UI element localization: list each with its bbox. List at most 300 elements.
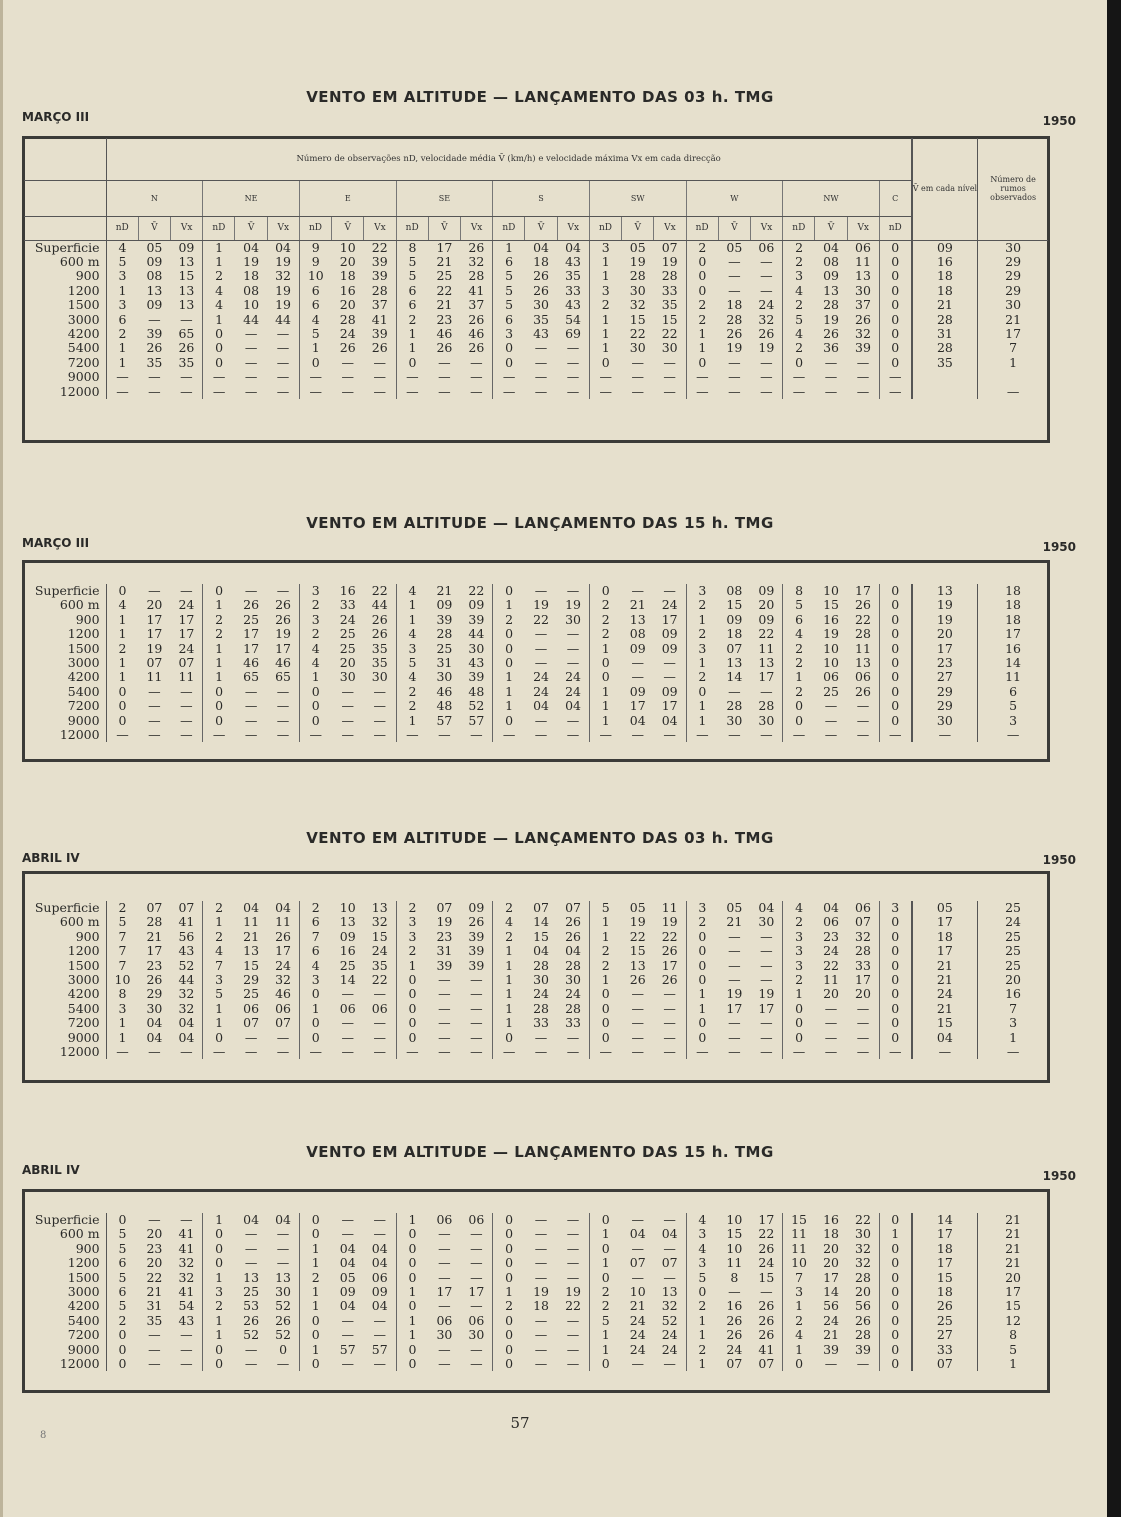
data-cell: — (373, 986, 386, 1002)
data-cell: 20 (339, 253, 356, 269)
subheader-nd: nD (686, 216, 718, 240)
data-cell: 28 (533, 1000, 549, 1016)
data-cell: 04 (565, 239, 581, 255)
data-cell: — (534, 340, 548, 356)
data-cell: 15 (661, 311, 678, 327)
rumos-cell: 18 (978, 598, 1048, 612)
subheader-nd: nD (493, 216, 525, 240)
data-cell: 21 (146, 1284, 163, 1300)
data-cell: 1 (299, 341, 331, 355)
data-cell: 2 (203, 930, 235, 944)
rumos-cell: 1 (978, 1357, 1048, 1371)
data-cell: 0 (589, 1002, 621, 1016)
data-cell: 65 (275, 669, 291, 685)
data-cell: 43 (468, 655, 485, 671)
data-cell: 24 (565, 986, 581, 1002)
data-cell: — (728, 943, 741, 959)
data-cell: 33 (339, 597, 356, 613)
month-label: MARÇO III (22, 110, 90, 124)
data-cell: 0 (279, 1341, 288, 1357)
data-cell: — (438, 1015, 451, 1031)
data-cell: — (534, 1269, 548, 1285)
data-cell: — (631, 1044, 644, 1060)
data-cell: 41 (178, 1240, 195, 1256)
data-cell: — (728, 1044, 741, 1060)
data-cell: — (373, 1029, 386, 1045)
v-nivel-cell: 20 (912, 627, 978, 641)
wind-table-grid (24, 873, 1048, 1059)
data-cell: — (438, 972, 451, 988)
data-cell: — (631, 1212, 644, 1227)
data-cell: 0 (686, 284, 718, 298)
data-cell: 26 (565, 928, 581, 944)
data-cell: 0 (686, 356, 718, 370)
rumos-cell: 17 (978, 1285, 1048, 1299)
data-cell: — (180, 369, 193, 385)
rumos-cell: — (978, 1045, 1048, 1059)
level-label: 900 (24, 269, 106, 283)
table-row (24, 313, 1048, 327)
data-cell: 0 (299, 1357, 331, 1371)
data-cell: — (760, 957, 773, 973)
data-cell: 29 (146, 986, 163, 1002)
data-cell: 46 (468, 325, 485, 341)
data-cell: 1 (686, 1328, 718, 1342)
data-cell: 2 (203, 901, 235, 915)
level-label: 12000 (24, 1357, 106, 1371)
data-cell: 30 (468, 640, 485, 656)
data-cell: — (686, 728, 718, 742)
data-cell: 4 (118, 239, 127, 255)
data-cell: 1 (203, 915, 235, 929)
data-cell: — (470, 1000, 483, 1016)
data-cell: 0 (493, 341, 525, 355)
data-cell: — (244, 369, 258, 385)
data-cell: 0 (879, 670, 911, 684)
data-cell: — (299, 370, 331, 384)
data-cell: 0 (879, 356, 911, 370)
data-cell: 0 (203, 1031, 235, 1045)
data-cell: 0 (203, 584, 235, 598)
data-cell: 3 (118, 1000, 127, 1016)
data-cell: 0 (879, 1285, 911, 1299)
data-cell: 0 (299, 1016, 331, 1030)
data-cell: — (116, 727, 129, 743)
data-cell: 21 (629, 597, 646, 613)
data-cell: 2 (783, 255, 815, 269)
data-cell: 2 (396, 699, 428, 713)
data-cell: — (438, 1356, 451, 1372)
data-cell: 04 (565, 698, 581, 714)
data-cell: 4 (396, 584, 428, 598)
v-nivel-cell: 21 (912, 959, 978, 973)
level-label: 1200 (24, 284, 106, 298)
data-cell: 24 (533, 986, 549, 1002)
table-row (24, 1002, 1048, 1016)
data-cell: 0 (589, 356, 621, 370)
data-cell: 13 (275, 1269, 291, 1285)
data-cell: 18 (726, 297, 743, 313)
data-cell: — (470, 972, 483, 988)
data-cell: — (276, 1029, 290, 1045)
data-cell: 41 (178, 1284, 195, 1300)
data-cell: — (438, 369, 451, 385)
data-cell: 0 (879, 944, 911, 958)
data-cell: — (631, 583, 644, 598)
data-cell: 52 (468, 698, 485, 714)
data-cell: — (534, 1356, 548, 1372)
data-cell: 25 (243, 611, 260, 627)
data-cell: — (276, 583, 290, 598)
data-cell: 04 (629, 1226, 646, 1242)
data-cell: 1 (686, 1357, 718, 1371)
data-cell: — (566, 1240, 580, 1256)
table-row (24, 284, 1048, 298)
data-cell: 17 (726, 1000, 743, 1016)
data-cell: — (534, 369, 548, 385)
table-row (24, 1299, 1048, 1313)
subheader-v: V̄ (815, 216, 847, 240)
data-cell: 24 (823, 1312, 839, 1328)
data-cell: — (493, 385, 525, 399)
level-label: 9000 (24, 370, 106, 384)
data-cell: 07 (726, 640, 743, 656)
level-label: 1200 (24, 944, 106, 958)
data-cell: 13 (629, 611, 646, 627)
data-cell: 0 (203, 1357, 235, 1371)
wind-table (22, 136, 1050, 443)
data-cell: — (341, 683, 354, 699)
data-cell: 17 (661, 611, 678, 627)
v-nivel-cell: — (912, 1045, 978, 1059)
data-cell: — (244, 1356, 258, 1372)
data-cell: — (760, 282, 773, 298)
data-cell: 0 (396, 1227, 428, 1241)
data-cell: 0 (118, 583, 127, 598)
data-cell: — (341, 1044, 354, 1060)
level-label: Superficie (24, 1213, 106, 1227)
data-cell: — (470, 1269, 483, 1285)
data-cell: — (534, 640, 548, 656)
data-cell: 22 (758, 626, 775, 642)
rumos-cell: 16 (978, 642, 1048, 656)
data-cell: 30 (436, 669, 453, 685)
data-cell: 0 (299, 1227, 331, 1241)
data-cell: 1 (299, 1299, 331, 1313)
data-cell: 1 (203, 240, 235, 255)
data-cell: 35 (146, 1312, 163, 1328)
data-cell: 0 (493, 1031, 525, 1045)
data-cell: 0 (879, 584, 911, 598)
data-cell: 0 (589, 656, 621, 670)
data-cell: 28 (855, 1327, 871, 1343)
v-nivel-cell: 05 (912, 901, 978, 915)
data-cell: — (566, 354, 580, 370)
data-cell: 18 (243, 268, 260, 284)
data-cell: — (728, 383, 741, 399)
data-cell: 1 (203, 1016, 235, 1030)
data-cell: — (180, 1341, 193, 1357)
data-cell: 07 (855, 914, 871, 930)
data-cell: — (824, 383, 838, 399)
data-cell: 4 (783, 1328, 815, 1342)
v-nivel-cell: 19 (912, 598, 978, 612)
data-cell: 09 (146, 253, 163, 269)
data-cell: 21 (436, 253, 453, 269)
table-row (24, 656, 1048, 670)
data-cell: 21 (629, 1298, 646, 1314)
data-cell: — (566, 712, 580, 728)
data-cell: 32 (178, 1255, 195, 1271)
data-cell: — (631, 669, 644, 685)
data-cell: 0 (203, 1227, 235, 1241)
data-cell: 19 (661, 914, 678, 930)
data-cell: 5 (118, 1269, 127, 1285)
data-cell: 25 (436, 640, 453, 656)
data-cell: 32 (758, 311, 775, 327)
data-cell: — (728, 957, 741, 973)
data-cell: 19 (565, 597, 581, 613)
data-cell: 11 (146, 669, 163, 685)
data-cell: 7 (299, 930, 331, 944)
data-cell: — (493, 370, 525, 384)
data-cell: 20 (823, 1240, 839, 1256)
data-cell: 10 (114, 972, 131, 988)
data-cell: 0 (879, 1016, 911, 1030)
data-cell: — (438, 1269, 451, 1285)
data-cell: — (534, 712, 548, 728)
data-cell: 05 (629, 239, 646, 255)
data-cell: 31 (436, 655, 453, 671)
data-cell: — (470, 1356, 483, 1372)
data-cell: 17 (629, 698, 646, 714)
data-cell: — (534, 1044, 548, 1060)
data-cell: 2 (686, 670, 718, 684)
data-cell: 04 (275, 900, 291, 915)
data-cell: 13 (178, 297, 195, 313)
v-nivel-cell: 21 (912, 973, 978, 987)
data-cell: 09 (661, 640, 678, 656)
data-cell: 1 (299, 1242, 331, 1256)
data-cell: — (728, 1284, 741, 1300)
data-cell: 4 (686, 1242, 718, 1256)
data-cell: 4 (203, 298, 235, 312)
data-cell: — (244, 1044, 258, 1060)
table-row (24, 298, 1048, 312)
data-cell: 25 (243, 1284, 260, 1300)
data-cell: — (728, 282, 741, 298)
data-cell: — (566, 1212, 580, 1227)
data-cell: 0 (783, 1357, 815, 1371)
data-cell: 56 (178, 928, 195, 944)
data-cell: 2 (203, 1299, 235, 1313)
data-cell: 2 (686, 298, 718, 312)
rumos-cell: 25 (978, 930, 1048, 944)
data-cell: 0 (589, 1016, 621, 1030)
data-cell: 1 (203, 1314, 235, 1328)
data-cell: 28 (726, 698, 743, 714)
data-cell: — (589, 385, 621, 399)
page-number: 57 (510, 1414, 530, 1432)
rumos-cell: 18 (978, 613, 1048, 627)
rumos-cell: 5 (978, 1343, 1048, 1357)
v-nivel-cell: 18 (912, 1285, 978, 1299)
data-cell: 04 (146, 1015, 163, 1031)
year-label: 1950 (1042, 853, 1076, 867)
month-label: MARÇO III (22, 536, 90, 550)
data-cell: 09 (371, 1284, 388, 1300)
data-cell: 26 (178, 340, 195, 356)
data-cell: — (276, 383, 290, 399)
data-cell: 1 (589, 714, 621, 728)
data-cell: — (566, 383, 580, 399)
data-cell: 39 (436, 957, 453, 973)
subheader-v: V̄ (428, 216, 460, 240)
data-cell: 0 (396, 1002, 428, 1016)
data-cell: 11 (661, 900, 678, 915)
data-cell: 22 (146, 1269, 163, 1285)
data-cell: 19 (565, 1284, 581, 1300)
data-cell: 3 (589, 284, 621, 298)
data-cell: 48 (436, 698, 453, 714)
data-cell: — (470, 1255, 483, 1271)
data-cell: 04 (146, 1029, 163, 1045)
data-cell: — (534, 354, 548, 370)
data-cell: 0 (493, 584, 525, 598)
data-cell: 1 (203, 598, 235, 612)
data-cell: 04 (371, 1255, 388, 1271)
table-row (24, 901, 1048, 915)
data-cell: 10 (243, 297, 260, 313)
table-row (24, 987, 1048, 1001)
data-cell: 35 (371, 957, 388, 973)
data-cell: 30 (758, 712, 775, 728)
data-cell: — (663, 669, 676, 685)
data-cell: 2 (396, 944, 428, 958)
dir-N: N (106, 180, 203, 216)
data-cell: 09 (758, 611, 775, 627)
data-cell: 23 (146, 1240, 163, 1256)
data-cell: — (276, 1044, 290, 1060)
data-cell: — (566, 1356, 580, 1372)
data-cell: — (373, 1044, 386, 1060)
data-cell: — (589, 1045, 621, 1059)
data-cell: 24 (565, 669, 581, 685)
data-cell: 39 (468, 669, 485, 685)
data-cell: 5 (493, 284, 525, 298)
data-cell: — (148, 383, 161, 399)
data-cell: 36 (823, 340, 839, 356)
data-cell: 04 (178, 1029, 195, 1045)
data-cell: 07 (243, 1015, 260, 1031)
data-cell: 2 (783, 973, 815, 987)
data-cell: 17 (146, 611, 163, 627)
year-label: 1950 (1042, 540, 1076, 554)
header-v-nivel: V̄ em cada nível (912, 138, 978, 240)
data-cell: 06 (243, 1000, 260, 1016)
data-cell: — (180, 1356, 193, 1372)
data-cell: 05 (339, 1269, 356, 1285)
data-cell: 17 (661, 698, 678, 714)
data-cell: 3 (783, 959, 815, 973)
data-cell: 26 (371, 611, 388, 627)
data-cell: 15 (629, 943, 646, 959)
data-cell: — (534, 626, 548, 642)
data-cell: 0 (396, 1256, 428, 1270)
data-cell: 0 (879, 1357, 911, 1371)
data-cell: 14 (533, 914, 549, 930)
data-cell: 19 (823, 311, 839, 327)
data-cell: 2 (396, 901, 428, 915)
data-cell: 0 (783, 714, 815, 728)
data-cell: 3 (783, 269, 815, 283)
data-cell: — (824, 369, 838, 385)
data-cell: 35 (371, 655, 388, 671)
table-row (24, 714, 1048, 728)
data-cell: 1 (493, 1016, 525, 1030)
data-cell: 04 (661, 712, 678, 728)
level-label: 600 m (24, 255, 106, 269)
data-cell: 20 (855, 986, 871, 1002)
table-row (24, 1227, 1048, 1241)
data-cell: 26 (468, 914, 485, 930)
level-label: 5400 (24, 1002, 106, 1016)
data-cell: 05 (726, 239, 743, 255)
level-label: 9000 (24, 714, 106, 728)
data-cell: 6 (396, 298, 428, 312)
data-cell: — (299, 728, 331, 742)
data-cell: 0 (118, 1212, 127, 1227)
data-cell: 04 (533, 943, 549, 959)
data-cell: 2 (589, 959, 621, 973)
data-cell: 21 (243, 928, 260, 944)
data-cell: 21 (436, 583, 453, 598)
data-cell: — (276, 727, 290, 743)
data-cell: 39 (468, 957, 485, 973)
dir-SE: SE (396, 180, 493, 216)
data-cell: 0 (493, 1227, 525, 1241)
data-cell: 0 (396, 1016, 428, 1030)
data-cell: 2 (589, 627, 621, 641)
data-cell: 28 (855, 626, 871, 642)
data-cell: 16 (726, 1298, 743, 1314)
data-cell: 4 (118, 597, 127, 613)
data-cell: 1 (118, 282, 127, 298)
data-cell: 0 (879, 973, 911, 987)
subheader-v: V̄ (138, 216, 170, 240)
v-nivel-cell: 30 (912, 714, 978, 728)
corner-mark: 8 (40, 1430, 47, 1441)
data-cell: 15 (533, 928, 549, 944)
data-cell: — (276, 1356, 290, 1372)
subheader-v: V̄ (332, 216, 364, 240)
data-cell: — (631, 1029, 644, 1045)
data-cell: 26 (758, 1312, 775, 1328)
data-cell: — (470, 383, 483, 399)
data-cell: — (566, 640, 580, 656)
data-cell: — (534, 1240, 548, 1256)
data-cell: — (566, 1341, 580, 1357)
data-cell: 28 (146, 914, 163, 930)
data-cell: 17 (146, 943, 163, 959)
data-cell: 30 (436, 1327, 453, 1343)
data-cell: 1 (203, 255, 235, 269)
data-cell: — (373, 1015, 386, 1031)
header-main: Número de observações nD, velocidade média V̄ (km/h) e velocidade máxima Vx em cada direcção (106, 138, 912, 180)
data-cell: — (438, 727, 451, 743)
data-cell: 0 (879, 987, 911, 1001)
data-cell: 0 (203, 1242, 235, 1256)
